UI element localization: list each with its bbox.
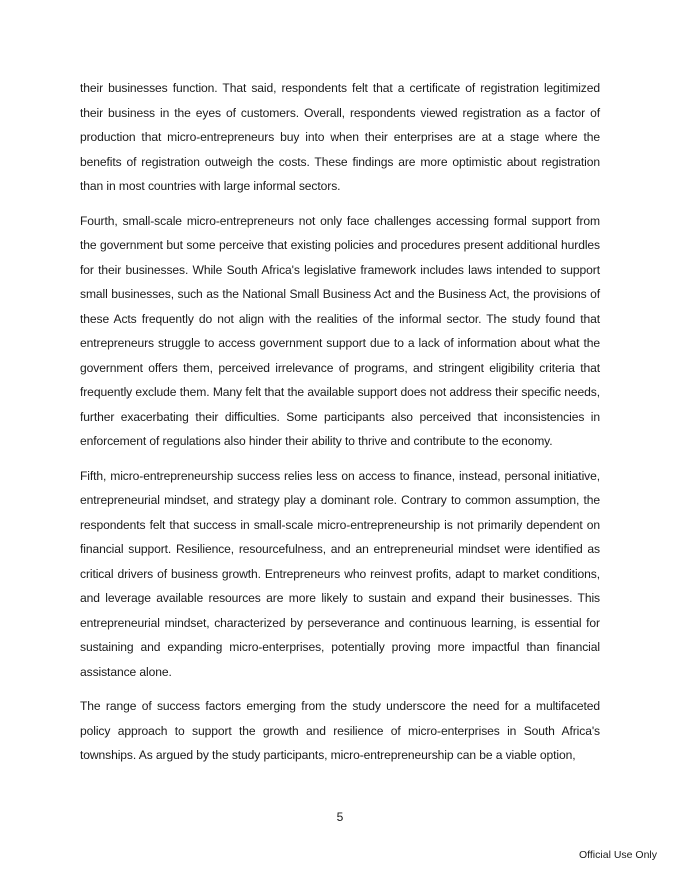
- paragraph-registration-findings: their businesses function. That said, respondents felt that a certificate of registration legitimized their business in the eyes of customers. Overall, respondents viewed registration as a factor of production that micro-entrepreneurs buy into when their enterprises are at a stage where the benefits of registration outweigh the costs. These findings are more optimistic about registration than in most countries with large informal sectors.: [80, 81, 600, 193]
- paragraph-success-factors: The range of success factors emerging from the study underscore the need for a multifaceted policy approach to support the growth and resilience of micro-enterprises in South Africa's townships. As argued by the study participants, micro-entrepreneurship can be a viable option,: [80, 699, 600, 762]
- page-number: 5: [336, 810, 344, 824]
- classification-label: Official Use Only: [579, 849, 657, 861]
- body-text: [80, 76, 600, 778]
- paragraph-fourth-finding: Fourth, small-scale micro-entrepreneurs not only face challenges accessing formal support from the government but some perceive that existing policies and procedures present additional hurdles for their businesses. While South Africa's legislative framework includes laws intended to support small businesses, such as the National Small Business Act and the Business Act, the provisions of these Acts frequently do not align with the realities of the informal sector. The study found that entrepreneurs struggle to access government support due to a lack of information about what the government offers them, perceived irrelevance of programs, and stringent eligibility criteria that frequently exclude them. Many felt that the available support does not address their specific needs, further exacerbating their difficulties. Some participants also perceived that inconsistencies in enforcement of regulations also hinder their ability to thrive and contribute to the economy.: [80, 213, 600, 448]
- paragraph-fifth-finding: Fifth, micro-entrepreneurship success relies less on access to finance, instead, personal initiative, entrepreneurial mindset, and strategy play a dominant role. Contrary to common assumption, the respondents felt that success in small-scale micro-entrepreneurship is not primarily dependent on financial support. Resilience, resourcefulness, and an entrepreneurial mindset were identified as critical drivers of business growth. Entrepreneurs who reinvest profits, adapt to market conditions, and leverage available resources are more likely to sustain and expand their businesses. This entrepreneurial mindset, characterized by perseverance and continuous learning, is essential for sustaining and expanding micro-enterprises, potentially proving more impactful than financial assistance alone.: [80, 468, 600, 679]
